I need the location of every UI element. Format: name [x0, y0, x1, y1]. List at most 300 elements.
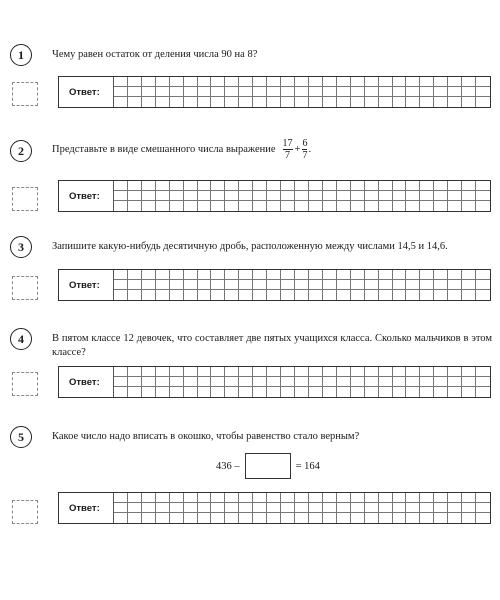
answer-cell[interactable] — [142, 513, 156, 523]
answer-cell[interactable] — [462, 77, 476, 87]
answer-cell[interactable] — [239, 387, 253, 397]
answer-cell[interactable] — [156, 290, 170, 300]
answer-cell[interactable] — [198, 97, 212, 107]
answer-cell[interactable] — [434, 280, 448, 290]
answer-cell[interactable] — [184, 387, 198, 397]
answer-cell[interactable] — [323, 367, 337, 377]
answer-cell[interactable] — [198, 280, 212, 290]
answer-cell[interactable] — [351, 290, 365, 300]
answer-cell[interactable] — [379, 387, 393, 397]
answer-cell[interactable] — [406, 493, 420, 503]
answer-cell[interactable] — [365, 97, 379, 107]
answer-cell[interactable] — [337, 367, 351, 377]
answer-cell[interactable] — [448, 280, 462, 290]
answer-cell[interactable] — [211, 97, 225, 107]
answer-cell[interactable] — [170, 191, 184, 201]
answer-cell[interactable] — [142, 377, 156, 387]
answer-cell[interactable] — [323, 270, 337, 280]
answer-cell[interactable] — [253, 377, 267, 387]
answer-cell[interactable] — [170, 87, 184, 97]
answer-cell[interactable] — [128, 201, 142, 211]
answer-cell[interactable] — [323, 493, 337, 503]
answer-cell[interactable] — [379, 513, 393, 523]
answer-cell[interactable] — [406, 367, 420, 377]
answer-cell[interactable] — [184, 181, 198, 191]
answer-cell[interactable] — [406, 280, 420, 290]
answer-cell[interactable] — [114, 513, 128, 523]
answer-cell[interactable] — [198, 191, 212, 201]
answer-cell[interactable] — [434, 201, 448, 211]
answer-cell[interactable] — [295, 377, 309, 387]
answer-cell[interactable] — [156, 493, 170, 503]
answer-cell[interactable] — [239, 377, 253, 387]
answer-cell[interactable] — [156, 270, 170, 280]
answer-cell[interactable] — [365, 387, 379, 397]
answer-cell[interactable] — [211, 181, 225, 191]
answer-grid[interactable] — [113, 493, 490, 523]
answer-cell[interactable] — [211, 290, 225, 300]
answer-cell[interactable] — [476, 87, 490, 97]
answer-cell[interactable] — [198, 513, 212, 523]
answer-cell[interactable] — [476, 181, 490, 191]
answer-cell[interactable] — [267, 280, 281, 290]
answer-cell[interactable] — [365, 493, 379, 503]
answer-cell[interactable] — [365, 201, 379, 211]
answer-box[interactable] — [58, 366, 491, 398]
answer-cell[interactable] — [267, 367, 281, 377]
answer-cell[interactable] — [211, 87, 225, 97]
answer-cell[interactable] — [170, 77, 184, 87]
answer-cell[interactable] — [406, 77, 420, 87]
answer-cell[interactable] — [420, 513, 434, 523]
answer-cell[interactable] — [225, 290, 239, 300]
answer-cell[interactable] — [142, 280, 156, 290]
answer-cell[interactable] — [114, 97, 128, 107]
answer-cell[interactable] — [267, 377, 281, 387]
answer-cell[interactable] — [365, 87, 379, 97]
answer-cell[interactable] — [128, 513, 142, 523]
answer-cell[interactable] — [309, 493, 323, 503]
answer-cell[interactable] — [184, 270, 198, 280]
answer-cell[interactable] — [239, 201, 253, 211]
answer-cell[interactable] — [198, 181, 212, 191]
answer-cell[interactable] — [379, 367, 393, 377]
answer-cell[interactable] — [379, 270, 393, 280]
answer-cell[interactable] — [198, 367, 212, 377]
answer-cell[interactable] — [156, 387, 170, 397]
answer-cell[interactable] — [379, 77, 393, 87]
answer-cell[interactable] — [309, 97, 323, 107]
answer-cell[interactable] — [211, 280, 225, 290]
score-box[interactable] — [12, 372, 38, 396]
answer-cell[interactable] — [156, 77, 170, 87]
answer-cell[interactable] — [281, 377, 295, 387]
answer-cell[interactable] — [128, 377, 142, 387]
answer-cell[interactable] — [365, 513, 379, 523]
answer-cell[interactable] — [323, 201, 337, 211]
answer-cell[interactable] — [142, 270, 156, 280]
answer-cell[interactable] — [211, 493, 225, 503]
answer-cell[interactable] — [295, 270, 309, 280]
answer-cell[interactable] — [323, 513, 337, 523]
answer-cell[interactable] — [114, 387, 128, 397]
answer-box[interactable] — [58, 76, 491, 108]
answer-cell[interactable] — [309, 87, 323, 97]
answer-cell[interactable] — [379, 493, 393, 503]
answer-cell[interactable] — [337, 377, 351, 387]
answer-cell[interactable] — [434, 270, 448, 280]
answer-cell[interactable] — [351, 493, 365, 503]
answer-grid[interactable] — [113, 367, 490, 397]
answer-cell[interactable] — [114, 201, 128, 211]
answer-cell[interactable] — [393, 191, 407, 201]
answer-cell[interactable] — [448, 181, 462, 191]
answer-cell[interactable] — [198, 503, 212, 513]
answer-cell[interactable] — [295, 280, 309, 290]
answer-cell[interactable] — [462, 201, 476, 211]
answer-cell[interactable] — [184, 503, 198, 513]
answer-cell[interactable] — [170, 270, 184, 280]
answer-cell[interactable] — [156, 181, 170, 191]
answer-cell[interactable] — [114, 377, 128, 387]
answer-cell[interactable] — [351, 270, 365, 280]
answer-cell[interactable] — [211, 377, 225, 387]
answer-cell[interactable] — [295, 513, 309, 523]
answer-cell[interactable] — [281, 280, 295, 290]
answer-cell[interactable] — [393, 513, 407, 523]
answer-cell[interactable] — [309, 191, 323, 201]
answer-cell[interactable] — [225, 503, 239, 513]
answer-cell[interactable] — [434, 513, 448, 523]
answer-cell[interactable] — [267, 87, 281, 97]
answer-cell[interactable] — [337, 77, 351, 87]
answer-cell[interactable] — [420, 191, 434, 201]
answer-cell[interactable] — [448, 377, 462, 387]
answer-cell[interactable] — [114, 87, 128, 97]
answer-cell[interactable] — [379, 280, 393, 290]
answer-cell[interactable] — [393, 503, 407, 513]
answer-cell[interactable] — [365, 280, 379, 290]
answer-cell[interactable] — [267, 290, 281, 300]
answer-cell[interactable] — [379, 201, 393, 211]
answer-cell[interactable] — [114, 181, 128, 191]
answer-cell[interactable] — [156, 513, 170, 523]
answer-cell[interactable] — [198, 87, 212, 97]
answer-cell[interactable] — [337, 513, 351, 523]
answer-cell[interactable] — [406, 270, 420, 280]
answer-cell[interactable] — [365, 367, 379, 377]
answer-cell[interactable] — [351, 181, 365, 191]
answer-cell[interactable] — [323, 181, 337, 191]
answer-cell[interactable] — [434, 191, 448, 201]
answer-cell[interactable] — [239, 513, 253, 523]
answer-cell[interactable] — [351, 513, 365, 523]
answer-cell[interactable] — [448, 87, 462, 97]
answer-cell[interactable] — [267, 181, 281, 191]
answer-cell[interactable] — [379, 97, 393, 107]
answer-cell[interactable] — [253, 87, 267, 97]
answer-cell[interactable] — [128, 493, 142, 503]
answer-cell[interactable] — [170, 201, 184, 211]
answer-cell[interactable] — [365, 270, 379, 280]
answer-cell[interactable] — [267, 493, 281, 503]
score-box[interactable] — [12, 187, 38, 211]
answer-cell[interactable] — [448, 513, 462, 523]
answer-cell[interactable] — [281, 201, 295, 211]
answer-cell[interactable] — [323, 503, 337, 513]
answer-cell[interactable] — [351, 377, 365, 387]
answer-cell[interactable] — [211, 503, 225, 513]
answer-cell[interactable] — [114, 367, 128, 377]
answer-cell[interactable] — [448, 270, 462, 280]
answer-cell[interactable] — [337, 280, 351, 290]
answer-cell[interactable] — [170, 377, 184, 387]
answer-cell[interactable] — [462, 387, 476, 397]
answer-cell[interactable] — [309, 280, 323, 290]
answer-cell[interactable] — [142, 87, 156, 97]
answer-cell[interactable] — [323, 87, 337, 97]
answer-cell[interactable] — [393, 181, 407, 191]
answer-cell[interactable] — [351, 280, 365, 290]
answer-cell[interactable] — [337, 290, 351, 300]
answer-cell[interactable] — [211, 201, 225, 211]
answer-cell[interactable] — [225, 493, 239, 503]
answer-cell[interactable] — [211, 367, 225, 377]
answer-cell[interactable] — [309, 513, 323, 523]
answer-cell[interactable] — [211, 513, 225, 523]
answer-cell[interactable] — [351, 97, 365, 107]
answer-cell[interactable] — [323, 191, 337, 201]
answer-box[interactable] — [58, 180, 491, 212]
answer-cell[interactable] — [448, 97, 462, 107]
answer-cell[interactable] — [323, 97, 337, 107]
answer-cell[interactable] — [170, 493, 184, 503]
answer-cell[interactable] — [476, 191, 490, 201]
answer-cell[interactable] — [239, 493, 253, 503]
answer-cell[interactable] — [114, 290, 128, 300]
answer-cell[interactable] — [142, 77, 156, 87]
answer-cell[interactable] — [198, 493, 212, 503]
answer-cell[interactable] — [462, 503, 476, 513]
answer-cell[interactable] — [128, 270, 142, 280]
answer-cell[interactable] — [393, 87, 407, 97]
answer-cell[interactable] — [309, 201, 323, 211]
answer-cell[interactable] — [114, 493, 128, 503]
answer-cell[interactable] — [462, 181, 476, 191]
answer-cell[interactable] — [448, 493, 462, 503]
answer-cell[interactable] — [379, 377, 393, 387]
answer-cell[interactable] — [379, 191, 393, 201]
answer-cell[interactable] — [281, 367, 295, 377]
answer-cell[interactable] — [128, 503, 142, 513]
answer-cell[interactable] — [267, 77, 281, 87]
answer-cell[interactable] — [198, 270, 212, 280]
answer-cell[interactable] — [448, 503, 462, 513]
answer-cell[interactable] — [420, 77, 434, 87]
answer-cell[interactable] — [406, 377, 420, 387]
answer-cell[interactable] — [351, 77, 365, 87]
answer-cell[interactable] — [142, 201, 156, 211]
answer-cell[interactable] — [267, 513, 281, 523]
answer-cell[interactable] — [225, 97, 239, 107]
answer-box[interactable] — [58, 492, 491, 524]
answer-cell[interactable] — [448, 387, 462, 397]
answer-cell[interactable] — [420, 181, 434, 191]
answer-cell[interactable] — [365, 290, 379, 300]
answer-cell[interactable] — [253, 97, 267, 107]
answer-cell[interactable] — [448, 290, 462, 300]
answer-cell[interactable] — [184, 367, 198, 377]
answer-cell[interactable] — [253, 387, 267, 397]
answer-cell[interactable] — [170, 387, 184, 397]
answer-cell[interactable] — [225, 367, 239, 377]
answer-cell[interactable] — [239, 280, 253, 290]
answer-cell[interactable] — [198, 290, 212, 300]
answer-cell[interactable] — [406, 87, 420, 97]
answer-cell[interactable] — [211, 191, 225, 201]
answer-cell[interactable] — [184, 280, 198, 290]
answer-box[interactable] — [58, 269, 491, 301]
answer-cell[interactable] — [462, 270, 476, 280]
answer-cell[interactable] — [142, 387, 156, 397]
answer-cell[interactable] — [295, 290, 309, 300]
answer-cell[interactable] — [156, 87, 170, 97]
answer-cell[interactable] — [393, 493, 407, 503]
answer-cell[interactable] — [184, 77, 198, 87]
answer-cell[interactable] — [281, 181, 295, 191]
answer-cell[interactable] — [142, 367, 156, 377]
answer-cell[interactable] — [114, 77, 128, 87]
answer-cell[interactable] — [476, 290, 490, 300]
equation-blank-box[interactable] — [245, 453, 291, 479]
answer-cell[interactable] — [393, 377, 407, 387]
answer-cell[interactable] — [365, 377, 379, 387]
answer-cell[interactable] — [225, 270, 239, 280]
answer-cell[interactable] — [128, 181, 142, 191]
answer-cell[interactable] — [184, 377, 198, 387]
answer-cell[interactable] — [170, 181, 184, 191]
answer-cell[interactable] — [462, 97, 476, 107]
answer-cell[interactable] — [281, 513, 295, 523]
answer-cell[interactable] — [337, 201, 351, 211]
answer-cell[interactable] — [142, 191, 156, 201]
answer-cell[interactable] — [476, 387, 490, 397]
answer-cell[interactable] — [434, 77, 448, 87]
answer-cell[interactable] — [476, 77, 490, 87]
answer-cell[interactable] — [198, 377, 212, 387]
answer-cell[interactable] — [267, 387, 281, 397]
answer-cell[interactable] — [379, 503, 393, 513]
answer-cell[interactable] — [225, 513, 239, 523]
answer-cell[interactable] — [462, 191, 476, 201]
answer-cell[interactable] — [309, 377, 323, 387]
answer-cell[interactable] — [128, 290, 142, 300]
answer-cell[interactable] — [309, 387, 323, 397]
answer-cell[interactable] — [267, 201, 281, 211]
answer-cell[interactable] — [309, 367, 323, 377]
answer-cell[interactable] — [393, 77, 407, 87]
answer-cell[interactable] — [253, 367, 267, 377]
answer-cell[interactable] — [323, 290, 337, 300]
answer-cell[interactable] — [337, 270, 351, 280]
answer-cell[interactable] — [170, 367, 184, 377]
answer-cell[interactable] — [253, 503, 267, 513]
answer-cell[interactable] — [239, 181, 253, 191]
answer-cell[interactable] — [253, 493, 267, 503]
answer-cell[interactable] — [434, 377, 448, 387]
answer-cell[interactable] — [281, 270, 295, 280]
answer-cell[interactable] — [225, 201, 239, 211]
answer-cell[interactable] — [351, 503, 365, 513]
answer-cell[interactable] — [184, 513, 198, 523]
answer-cell[interactable] — [253, 77, 267, 87]
answer-cell[interactable] — [476, 201, 490, 211]
score-box[interactable] — [12, 500, 38, 524]
answer-cell[interactable] — [128, 97, 142, 107]
answer-cell[interactable] — [365, 77, 379, 87]
answer-cell[interactable] — [142, 493, 156, 503]
answer-cell[interactable] — [281, 503, 295, 513]
answer-cell[interactable] — [309, 181, 323, 191]
answer-cell[interactable] — [156, 191, 170, 201]
answer-cell[interactable] — [253, 181, 267, 191]
answer-cell[interactable] — [393, 387, 407, 397]
answer-cell[interactable] — [434, 87, 448, 97]
answer-cell[interactable] — [184, 191, 198, 201]
answer-cell[interactable] — [156, 503, 170, 513]
answer-cell[interactable] — [393, 270, 407, 280]
answer-cell[interactable] — [365, 181, 379, 191]
answer-cell[interactable] — [309, 290, 323, 300]
answer-cell[interactable] — [295, 181, 309, 191]
answer-cell[interactable] — [253, 290, 267, 300]
answer-cell[interactable] — [420, 97, 434, 107]
answer-cell[interactable] — [225, 77, 239, 87]
answer-cell[interactable] — [267, 191, 281, 201]
answer-cell[interactable] — [434, 181, 448, 191]
answer-cell[interactable] — [462, 367, 476, 377]
answer-cell[interactable] — [142, 290, 156, 300]
answer-cell[interactable] — [211, 270, 225, 280]
answer-cell[interactable] — [379, 87, 393, 97]
answer-cell[interactable] — [267, 503, 281, 513]
answer-cell[interactable] — [323, 377, 337, 387]
answer-cell[interactable] — [170, 503, 184, 513]
answer-cell[interactable] — [267, 270, 281, 280]
answer-cell[interactable] — [420, 290, 434, 300]
answer-cell[interactable] — [184, 201, 198, 211]
answer-cell[interactable] — [462, 87, 476, 97]
answer-cell[interactable] — [114, 503, 128, 513]
answer-cell[interactable] — [114, 280, 128, 290]
answer-cell[interactable] — [476, 493, 490, 503]
answer-cell[interactable] — [170, 280, 184, 290]
answer-cell[interactable] — [239, 270, 253, 280]
answer-cell[interactable] — [365, 503, 379, 513]
answer-cell[interactable] — [184, 97, 198, 107]
answer-cell[interactable] — [337, 87, 351, 97]
answer-cell[interactable] — [170, 513, 184, 523]
answer-cell[interactable] — [406, 513, 420, 523]
answer-cell[interactable] — [309, 270, 323, 280]
answer-cell[interactable] — [420, 387, 434, 397]
answer-cell[interactable] — [448, 191, 462, 201]
answer-cell[interactable] — [420, 377, 434, 387]
answer-cell[interactable] — [184, 290, 198, 300]
answer-cell[interactable] — [337, 387, 351, 397]
answer-cell[interactable] — [323, 387, 337, 397]
answer-cell[interactable] — [434, 503, 448, 513]
